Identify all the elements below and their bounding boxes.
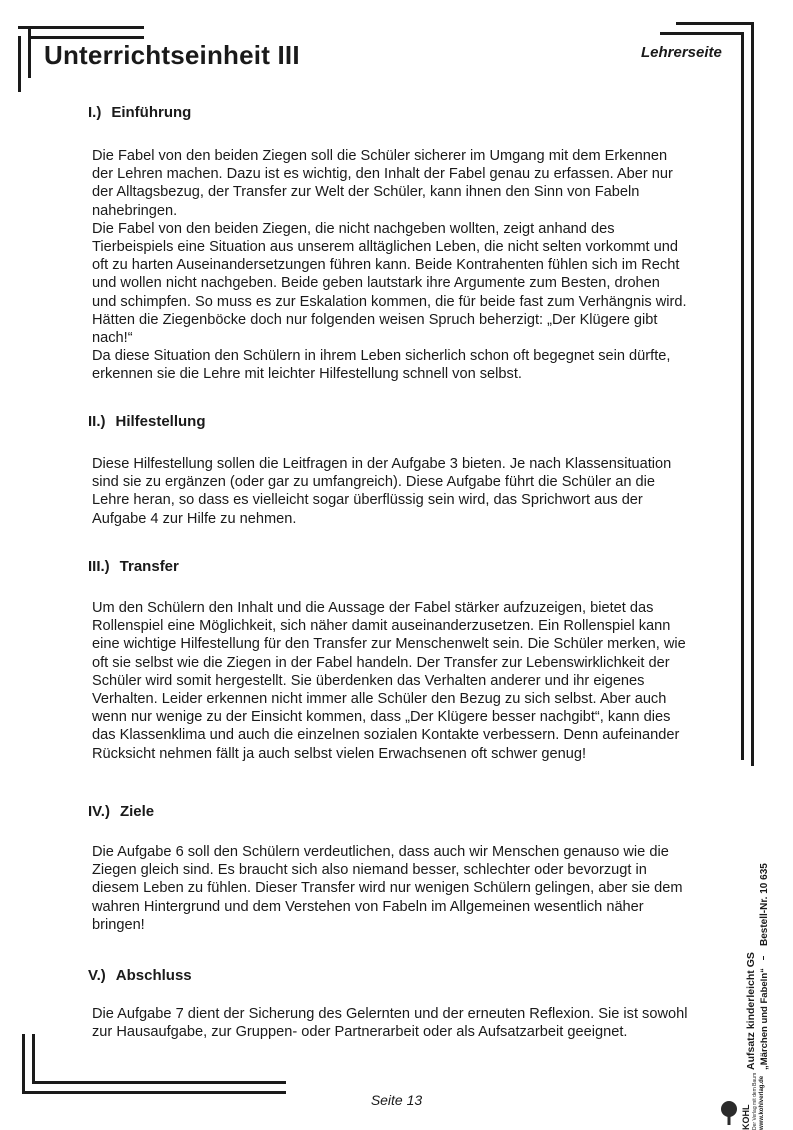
section-number: I.) [88,104,101,121]
section-body-conclusion: Die Aufgabe 7 dient der Sicherung des Gelernten und der erneuten Reflexion. Sie ist sowohl zur Hausaufgabe, zur Gruppen- oder Partnerarbeit oder als Aufsatzarbeit geeignet. [92,1005,688,1041]
section-number: V.) [88,967,106,984]
frame-left-inner [28,26,31,78]
separator-dash [763,956,764,960]
frame-bottom-line-1 [32,1081,286,1084]
section-number: IV.) [88,803,110,820]
section-heading-conclusion [88,967,192,984]
section-body-assistance: Diese Hilfestellung sollen die Leitfragen in der Aufgabe 3 bieten. Je nach Klassensituation sind sie zu ergänzen (oder gar zu umfangreich). Diese Aufgabe führt die Schüler an die Lehre heran, so dass es vielleicht sogar überflüssig sein wird, das Sprichwort aus der Aufgabe 4 zur Hilfe zu nehmen. [92,455,688,528]
book-series: Aufsatz kinderleicht GS [745,952,757,1070]
section-title: Hilfestellung [116,413,206,430]
section-body-introduction: Die Fabel von den beiden Ziegen soll die Schüler sicherer im Umgang mit dem Erkennen der Lehren machen. Dazu ist es wichtig, den Inhalt der Fabel genau zu erfassen. Aber nur der Alltagsbezug, der Transfer zur Welt der Schüler, kann ihnen den Sinn von Fabeln nahebringen. Die Fabel von den beiden Ziegen, die nicht nachgeben wollten, zeigt anhand des Tierbeispiels eine Situation aus unserem alltäglichen Leben, die nicht selten vorkommt und oft zu harten Auseinandersetzungen führen kann. Beide Kontrahenten fühlen sich im Recht und wollen nicht nachgeben. Beide geben lautstark ihre Argumente zum Besten, drohen und schimpfen. So muss es zur Eskalation kommen, die für beide fast zum Verhängnis wird. Hätten die Ziegenböcke doch nur folgenden weisen Spruch beherzigt: „Der Klügere gibt nach!“ Da diese Situation den Schülern in ihrem Leben sicherlich schon oft begegnet sein dürfte, erkennen sie die Lehre mit leichter Hilfestellung schnell von selbst. [92,147,688,384]
order-number: Bestell-Nr. 10 635 [759,863,770,946]
section-body-transfer: Um den Schülern den Inhalt und die Aussage der Fabel stärker aufzuzeigen, bietet das Rollenspiel eine Möglichkeit, sich näher damit auseinanderzusetzen. Ein Rollenspiel kann eine wichtige Hilfestellung für den Transfer zur Menschenwelt sein. Die Schüler merken, wie oft sie selbst wie die Ziegen in der Fabel handeln. Der Transfer zur Lebenswirklichkeit der Schüler wird somit hergestellt. Sie überdenken das Verhalten anderer und ihr eigenes Verhalten. Leider erkennen nicht immer alle Schüler den Bezug zu sich selbst. Aber auch wenn nur wenige zu der Einsicht kommen, dass „Der Klügere besser nachgibt“, kann dies das Klassenklima und auch die einzelnen sozialen Kontakte verbessern. Denn aufeinander Rücksicht nehmen fällt ja auch selbst vielen Erwachsenen oft schwer genug! [92,599,688,763]
publisher-imprint [716,770,776,1130]
section-title: Abschluss [116,967,192,984]
publisher-website: www.kohlverlag.de [759,1076,765,1130]
frame-right-outer [751,22,754,766]
publisher-name: KOHL [741,1105,751,1130]
section-heading-introduction [88,104,191,121]
frame-top-right [676,22,754,25]
teacher-page-label: Lehrerseite [641,44,722,61]
section-body-goals: Die Aufgabe 6 soll den Schülern verdeutlichen, dass auch wir Menschen genauso wie die Ziegen gleich sind. Es braucht sich also niemand besser, schlechter oder bevorzugt in diesem Leben zu fühlen. Dieser Transfer wird nur wenigen Schülern gelingen, aber sie dem wahren Hintergrund und dem Verstehen von Fabeln im Allgemeinen wesentlich näher bringen! [92,843,688,934]
section-title: Transfer [120,558,179,575]
page-number: Seite 13 [0,1092,793,1108]
tree-logo-icon [718,1100,740,1126]
frame-top-right-2 [660,32,744,35]
frame-bottom-left-vert-outer [22,1034,25,1094]
section-title: Einführung [111,104,191,121]
frame-right-inner [741,32,744,760]
book-volume: „Märchen und Fabeln“ [759,968,770,1070]
section-title: Ziele [120,803,154,820]
section-heading-assistance [88,413,206,430]
section-number: III.) [88,558,110,575]
section-heading-transfer [88,558,179,575]
page-title: Unterrichtseinheit III [44,40,300,71]
frame-left-outer [18,36,21,92]
section-heading-goals [88,803,154,820]
frame-bottom-left-vert-inner [32,1034,35,1084]
frame-top-left-2 [28,36,144,39]
section-number: II.) [88,413,106,430]
frame-top-left [18,26,144,29]
publisher-slogan: Der Verlag mit dem Baum [752,1073,758,1130]
